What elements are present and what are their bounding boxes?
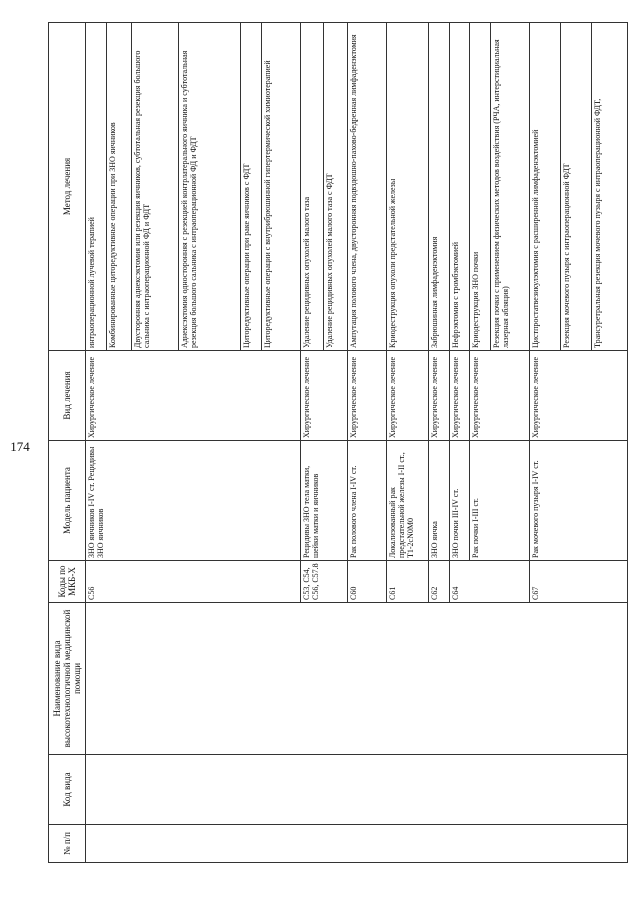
header-num: № п/п [49, 825, 86, 863]
cell-method: Криодеструкция опухоли предстательной железы [386, 23, 428, 351]
cell-method: Двусторонняя аднексэктомия или резекция яичников, субтотальная резекция большого сальника с интраоперационной ФД и ФДТ [131, 23, 178, 351]
rotated-table-container [48, 23, 628, 863]
cell-model: Рак полового члена I-IV ст. [347, 441, 386, 561]
header-name: Наименование вида высокотехнологичной медицинской помощи [49, 603, 86, 755]
table-row [86, 23, 107, 863]
header-method: Метод лечения [49, 23, 86, 351]
header-model: Модель пациента [49, 441, 86, 561]
cell-type: Хирургическое лечение [449, 351, 470, 441]
cell-method: Трансуретральная резекция мочевого пузыря с интраоперационной ФДТ, [591, 23, 627, 351]
cell-method: Криодеструкция ЗНО почки [470, 23, 491, 351]
cell-mkb: C64 [449, 561, 530, 603]
cell-method: Удаление рецидивных опухолей малого таза [300, 23, 324, 351]
cell-type: Хирургическое лечение [347, 351, 386, 441]
cell-method: Комбинированные циторедуктивные операции при ЗНО яичников [106, 23, 131, 351]
cell-mkb: C60 [347, 561, 386, 603]
cell-method: Ампутация полового члена, двусторонняя подвздошно-пахово-бедренная лимфаденэктомия [347, 23, 386, 351]
cell-type: Хирургическое лечение [386, 351, 428, 441]
cell-type: Хирургическое лечение [530, 351, 628, 441]
cell-code [86, 755, 628, 825]
cell-method: Удаление рецидивных опухолей малого таза с ФДТ [324, 23, 348, 351]
cell-model: ЗНО почки III-IV ст. [449, 441, 470, 561]
cell-num [86, 825, 628, 863]
cell-model: Рецидивы ЗНО тела матки, шейки матки и яичников [300, 441, 347, 561]
cell-method: Цистпростатвезикулэктомия с расширенной лимфаденэктомией [530, 23, 561, 351]
header-type: Вид лечения [49, 351, 86, 441]
cell-model: Рак мочевого пузыря I-IV ст. [530, 441, 628, 561]
cell-model: Рак почки I-III ст. [470, 441, 530, 561]
cell-model: ЗНО яичка [428, 441, 449, 561]
cell-method: Циторедуктивные операции с внутрибрюшинной гипертермической химиотерапией [261, 23, 300, 351]
cell-mkb: C61 [386, 561, 428, 603]
cell-method: Забрюшинная лимфаденэктомия [428, 23, 449, 351]
cell-method: Резекция мочевого пузыря с интраоперационной ФДТ [560, 23, 591, 351]
cell-method: Циторедуктивные операции при раке яичников с ФДТ [240, 23, 261, 351]
cell-method: Нефрэктомия с тромбэктомией [449, 23, 470, 351]
cell-type: Хирургическое лечение [428, 351, 449, 441]
cell-model: ЗНО яичников I-IV ст. Рецидивы ЗНО яичников [86, 441, 301, 561]
cell-mkb: C67 [530, 561, 628, 603]
cell-type: Хирургическое лечение [86, 351, 301, 441]
page-number: 174 [10, 439, 30, 454]
cell-mkb: C53, C54, C56, C57.8 [300, 561, 347, 603]
cell-method: интраоперационной лучевой терапией [86, 23, 107, 351]
cell-name [86, 603, 628, 755]
treatment-table [48, 22, 628, 863]
cell-type: Хирургическое лечение [300, 351, 347, 441]
cell-mkb: C62 [428, 561, 449, 603]
header-code: Код вида [49, 755, 86, 825]
header-row [49, 23, 86, 863]
cell-model: Локализованный рак предстательной железы I-II ст., T1-2cN0M0 [386, 441, 428, 561]
cell-method: Аднексэктомия односторонняя с резекцией контрлатерального яичника и субтотальная резекция большого сальника с интраоперационной ФД и ФДТ [179, 23, 240, 351]
cell-type: Хирургическое лечение [470, 351, 530, 441]
cell-method: Резекция почки с применением физических методов воздействия (РЧА, интерстициальная лазерная абляция) [491, 23, 530, 351]
cell-mkb: C56 [86, 561, 301, 603]
header-mkb: Коды по МКБ-Х [49, 561, 86, 603]
